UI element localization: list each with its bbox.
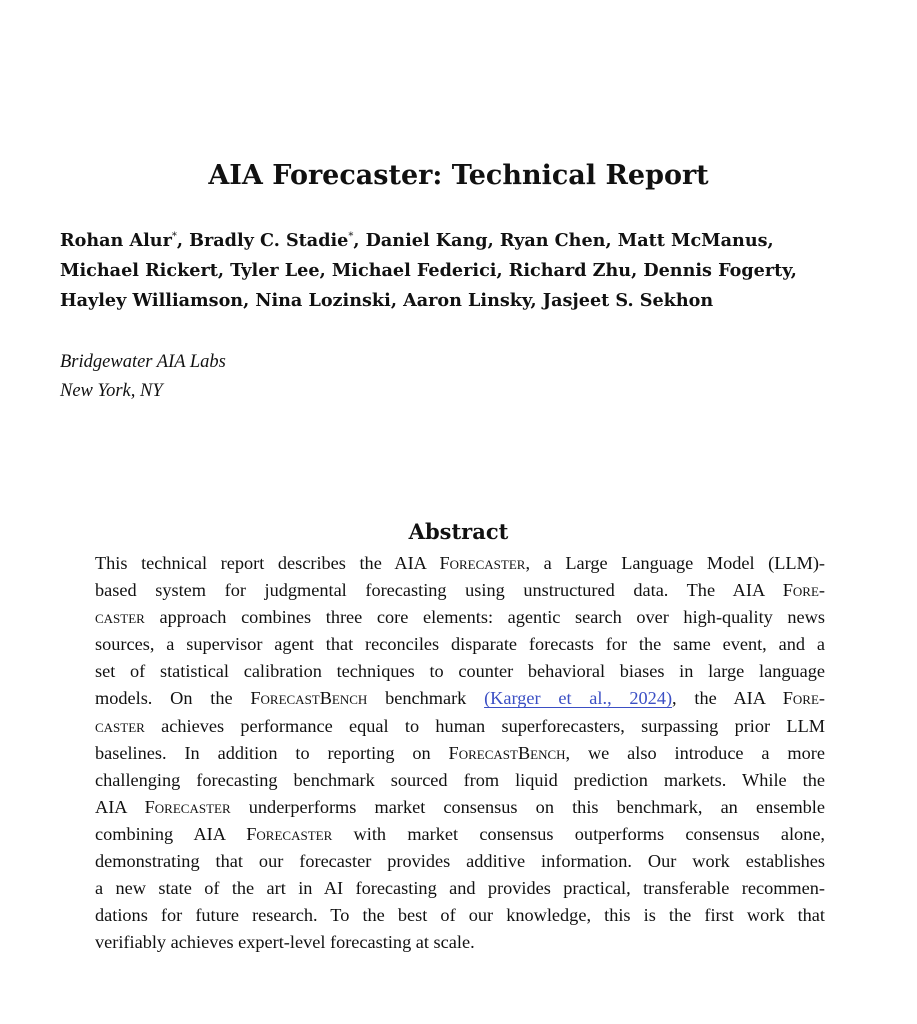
author-name: Tyler Lee [230, 260, 320, 281]
author-name: Richard Zhu [508, 260, 632, 281]
author-name: Michael Rickert [60, 260, 218, 281]
abstract-line [95, 902, 825, 929]
author-name: Rohan Alur [60, 230, 172, 251]
system-name: caster [95, 607, 145, 628]
separator: , [353, 230, 366, 251]
author-name: Michael Federici [331, 260, 497, 281]
separator: , [243, 290, 256, 311]
text: AIA [95, 796, 145, 817]
system-name: Forecaster [439, 553, 526, 573]
text: based system for judgmental forecasting using unstructured data. The AIA [95, 580, 783, 601]
abstract-line [95, 713, 825, 740]
system-name: caster [95, 715, 145, 736]
text: sources, a supervisor agent that reconciles disparate forecasts for the same event, and a [95, 634, 825, 655]
text: baselines. In addition to reporting on [95, 742, 449, 763]
system-name: Fore- [782, 688, 825, 709]
affiliation [60, 348, 226, 406]
abstract-line [95, 577, 825, 604]
author-name: Daniel Kang [365, 230, 488, 251]
author-name: Matt McManus [617, 230, 768, 251]
separator: , [496, 260, 509, 281]
author-list [60, 226, 880, 316]
text: with market consensus outperforms consensus alone, [332, 823, 826, 844]
author-name: Aaron Linsky [403, 290, 531, 311]
author-name: Nina Lozinski [255, 290, 391, 311]
separator: , [631, 260, 644, 281]
system-name: Fore- [782, 580, 825, 601]
abstract-line [95, 848, 825, 875]
author-name: Hayley Williamson [60, 290, 244, 311]
author-line-2 [60, 256, 880, 286]
separator: , [217, 260, 231, 281]
author-name: Bradly C. Stadie [189, 230, 349, 251]
system-name: Forecaster [144, 796, 231, 817]
abstract-line [95, 685, 825, 712]
abstract-line [95, 740, 825, 767]
abstract-line [95, 631, 825, 658]
equal-contribution-mark: * [348, 231, 354, 242]
author-name: Ryan Chen [499, 230, 606, 251]
text: challenging forecasting benchmark sourced from liquid prediction markets. While the [95, 769, 825, 790]
separator: , [530, 290, 543, 311]
abstract-body [95, 550, 825, 956]
author-line-1 [60, 226, 880, 256]
separator: , [390, 290, 404, 311]
separator: , [319, 260, 332, 281]
text: approach combines three core elements: agentic search over high-quality news [144, 607, 825, 628]
separator: , [176, 230, 190, 251]
text: demonstrating that our forecaster provides additive information. Our work establishes [95, 851, 825, 872]
text: This technical report describes the AIA [95, 553, 440, 573]
affiliation-location: New York, NY [60, 381, 163, 401]
separator: , [790, 260, 797, 281]
text: dations for future research. To the best of our knowledge, this is the first work that [95, 905, 825, 926]
equal-contribution-mark: * [171, 231, 177, 242]
text: a new state of the art in AI forecasting and provides practical, transferable recommen- [95, 878, 825, 899]
abstract-line [95, 658, 825, 685]
text: benchmark [367, 688, 485, 709]
abstract-line [95, 767, 825, 794]
text: models. On the [95, 688, 251, 709]
author-name: Jasjeet S. Sekhon [542, 290, 714, 311]
separator: , [605, 230, 618, 251]
abstract-line [95, 550, 825, 577]
text: , a Large Language Model (LLM)- [525, 553, 826, 573]
paper-title: AIA Forecaster: Technical Report [208, 160, 709, 192]
affiliation-org: Bridgewater AIA Labs [60, 352, 226, 372]
text: , we also introduce a more [565, 742, 825, 763]
author-line-3 [60, 286, 880, 316]
system-name: Forecaster [246, 823, 333, 844]
separator: , [767, 230, 774, 251]
text: set of statistical calibration techniques to counter behavioral biases in large language [95, 661, 825, 682]
abstract-line [95, 929, 825, 956]
text: , the AIA [672, 688, 783, 709]
separator: , [487, 230, 500, 251]
abstract-line [95, 821, 825, 848]
citation-link[interactable]: (Karger et al., 2024) [484, 688, 673, 709]
text: underperforms market consensus on this benchmark, an ensemble [230, 796, 825, 817]
abstract-heading: Abstract [408, 519, 509, 545]
text: combining AIA [95, 823, 247, 844]
abstract-line [95, 794, 825, 821]
benchmark-name: ForecastBench [250, 688, 368, 709]
text: verifiably achieves expert-level forecasting at scale. [95, 932, 475, 953]
abstract-line [95, 875, 825, 902]
abstract-line [95, 604, 825, 631]
text: achieves performance equal to human superforecasters, surpassing prior LLM [144, 715, 825, 736]
benchmark-name: ForecastBench [448, 742, 566, 763]
author-name: Dennis Fogerty [643, 260, 791, 281]
